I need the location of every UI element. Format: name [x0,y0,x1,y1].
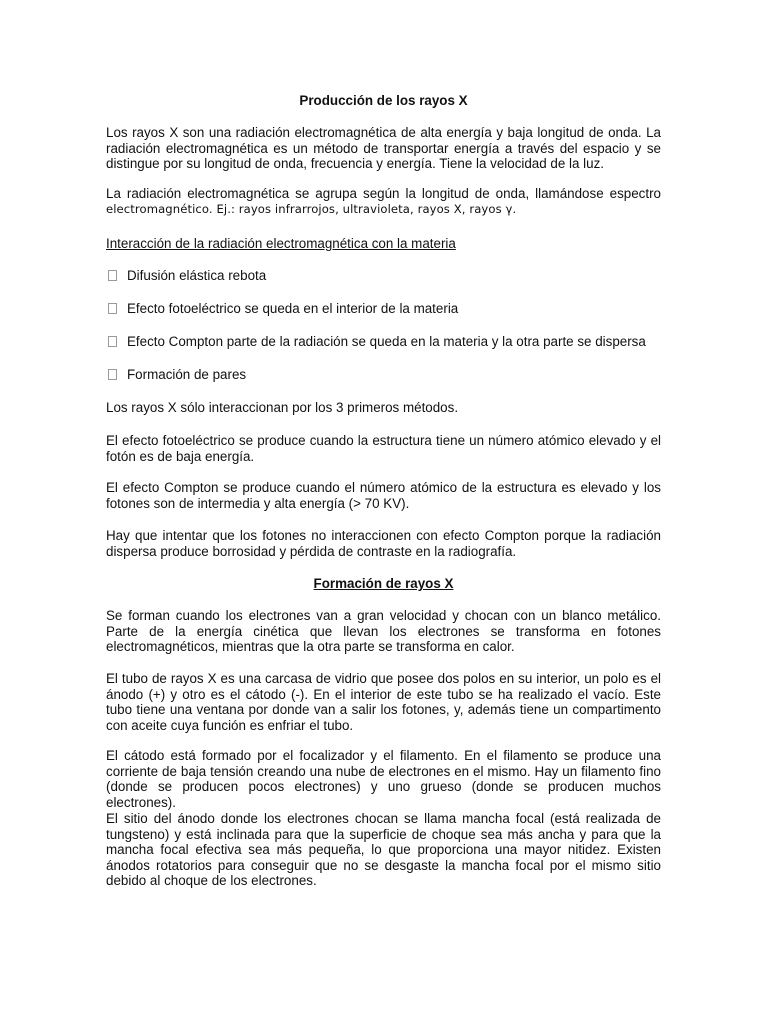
paragraph-compton: El efecto Compton se produce cuando el número atómico de la estructura es elevado y los fotones son de intermedia y alta energía (> 70 KV). [106,480,661,511]
checkbox-bullet-icon [108,270,117,281]
paragraph-scatter: Hay que intentar que los fotones no interaccionen con efecto Compton porque la radiación dispersa produce borrosidad y pérdida de contraste en la radiografía. [106,528,661,559]
paragraph-anode: El sitio del ánodo donde los electrones chocan se llama mancha focal (está realizada de tungsteno) y está inclinada para que la superficie de choque sea más ancha y para que la mancha focal efectiva sea más pequeña, lo que proporciona una mayor nitidez. Existen ánodos rotatorios para conseguir que no se desgaste la mancha focal por el mismo sitio debido al choque de los electrones. [106,811,661,889]
list-item-label: Efecto Compton parte de la radiación se queda en la materia y la otra parte se dispersa [127,334,646,349]
checkbox-bullet-icon [108,303,117,314]
list-item [106,334,661,350]
paragraph-intro: Los rayos X son una radiación electromagnética de alta energía y baja longitud de onda. La radiación electromagnética es un método de transportar energía a través del espacio y se distingue por su longitud de onda, frecuencia y energía. Tiene la velocidad de la luz. [106,125,661,172]
paragraph-formation: Se forman cuando los electrones van a gran velocidad y chocan con un blanco metálico. Parte de la energía cinética que llevan los electrones se transforma en fotones electromagnéticos, mientras que la otra parte se transforma en calor. [106,608,661,655]
checkbox-bullet-icon [108,369,117,380]
page-title: Producción de los rayos X [299,93,468,108]
list-item [106,301,661,317]
paragraph-methods: Los rayos X sólo interaccionan por los 3 primeros métodos. [106,400,459,415]
list-item-label: Formación de pares [127,367,247,382]
paragraph-spectrum [106,186,661,217]
section-title: Formación de rayos X [313,576,454,591]
list-item [106,367,661,383]
list-item [106,268,661,284]
list-item-label: Difusión elástica rebota [127,268,267,283]
interaction-heading: Interacción de la radiación electromagnética con la materia [106,236,456,251]
checkbox-bullet-icon [108,336,117,347]
paragraph-spectrum-line2: electromagnético. Ej.: rayos infrarrojos, ultravioleta, rayos X, rayos γ. [106,201,517,216]
paragraph-tube: El tubo de rayos X es una carcasa de vidrio que posee dos polos en su interior, un polo es el ánodo (+) y otro es el cátodo (-). En el interior de este tubo se ha realizado el vacío. Este tubo tiene una ventana por donde van a salir los fotones, y, además tiene un compartimento con aceite cuya función es enfriar el tubo. [106,671,661,733]
paragraph-cathode: El cátodo está formado por el focalizador y el filamento. En el filamento se produce una corriente de baja tensión creando una nube de electrones en el mismo. Hay un filamento fino (donde se producen pocos electrones) y uno grueso (donde se producen muchos electrones). [106,748,661,810]
paragraph-spectrum-line1: La radiación electromagnética se agrupa según la longitud de onda, llamándose espectro [106,186,661,201]
list-item-label: Efecto fotoeléctrico se queda en el interior de la materia [127,301,459,316]
paragraph-photoelectric: El efecto fotoeléctrico se produce cuando la estructura tiene un número atómico elevado y el fotón es de baja energía. [106,433,661,464]
